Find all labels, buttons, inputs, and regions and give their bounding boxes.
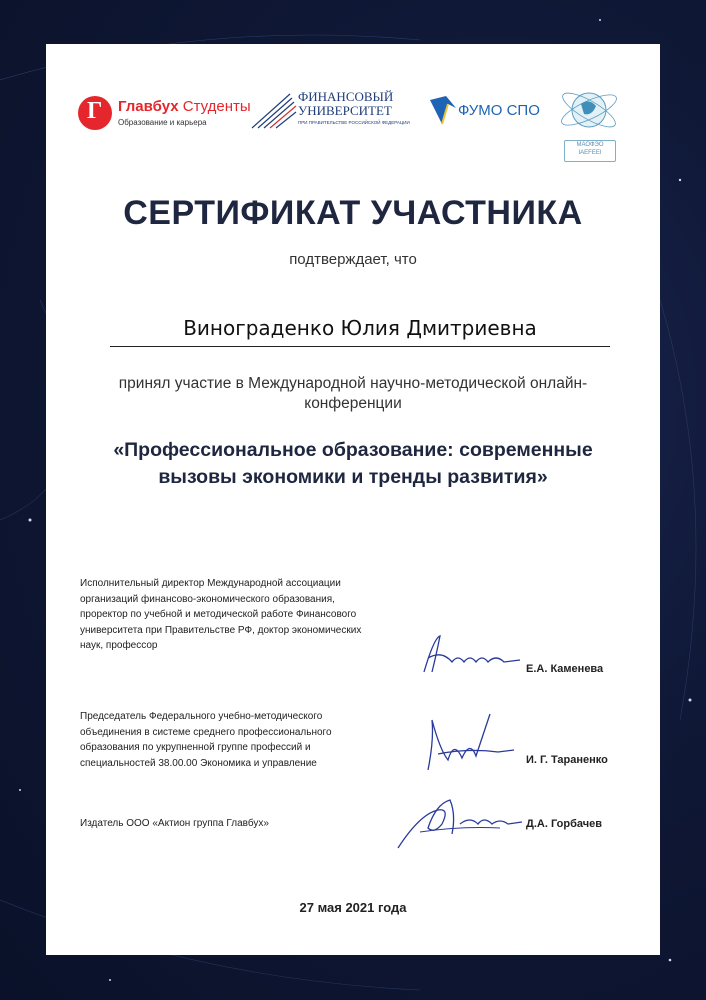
fumo-logo bbox=[428, 94, 548, 134]
finuniversity-logo bbox=[250, 90, 410, 130]
glavbuh-tagline: Образование и карьера bbox=[118, 118, 207, 127]
signatory-1-description: Исполнительный директор Международной ассоциации организаций финансово-экономического образования, проректор по учебной и методической работе Финансового университета при Правительстве РФ, доктор экономических наук, профессор bbox=[80, 578, 362, 651]
maofeo-line2: IAEFEEI bbox=[578, 150, 602, 156]
certificate-sheet bbox=[46, 44, 660, 955]
fumo-bird-icon bbox=[428, 94, 458, 128]
glavbuh-students: Студенты bbox=[182, 98, 251, 115]
certificate-title: СЕРТИФИКАТ УЧАСТНИКА bbox=[123, 194, 583, 232]
signatory-2-name-visible: И. Г. Тараненко bbox=[526, 754, 608, 766]
confirms-text: подтверждает, что bbox=[289, 251, 417, 268]
globe-icon bbox=[554, 84, 624, 140]
maofeo-line1: МАОФЭО bbox=[576, 142, 604, 148]
glavbuh-logo bbox=[78, 92, 251, 132]
glavbuh-name: Главбух bbox=[118, 98, 179, 115]
glavbuh-mark-icon: Г bbox=[78, 96, 112, 130]
logo-row bbox=[46, 84, 660, 204]
signatory-1-name: Е.А. Каменева bbox=[526, 663, 604, 675]
signature-2 bbox=[418, 710, 528, 780]
signatory-2-description: Председатель Федерального учебно-методического объединения в системе среднего профессионального образования по укрупненной группе профессий и специальностей 38.00.00 Экономика и управление bbox=[80, 711, 332, 769]
fumo-name: ФУМО СПО bbox=[458, 102, 540, 119]
finu-name-line1: ФИНАНСОВЫЙ bbox=[298, 89, 394, 104]
finu-name-line2: УНИВЕРСИТЕТ bbox=[298, 103, 392, 118]
signatory-3-description: Издатель ООО «Актион группа Главбух» bbox=[80, 818, 269, 829]
finu-subtitle: ПРИ ПРАВИТЕЛЬСТВЕ РОССИЙСКОЙ ФЕДЕРАЦИИ bbox=[298, 120, 410, 125]
recipient-name: Винограденко Юлия Дмитриевна bbox=[183, 316, 537, 340]
signature-3 bbox=[390, 794, 530, 854]
recipient-underline bbox=[110, 346, 610, 347]
finuniversity-emblem-icon bbox=[250, 90, 298, 130]
conference-title: «Профессиональное образование: современные вызовы экономики и тренды развития» bbox=[113, 439, 593, 488]
signature-1 bbox=[418, 632, 528, 680]
maofeo-logo bbox=[554, 84, 624, 204]
participation-text: принял участие в Международной научно-методической онлайн-конференции bbox=[118, 375, 588, 412]
signatory-3-name: Д.А. Горбачев bbox=[526, 818, 602, 830]
certificate-date: 27 мая 2021 года bbox=[299, 900, 407, 915]
